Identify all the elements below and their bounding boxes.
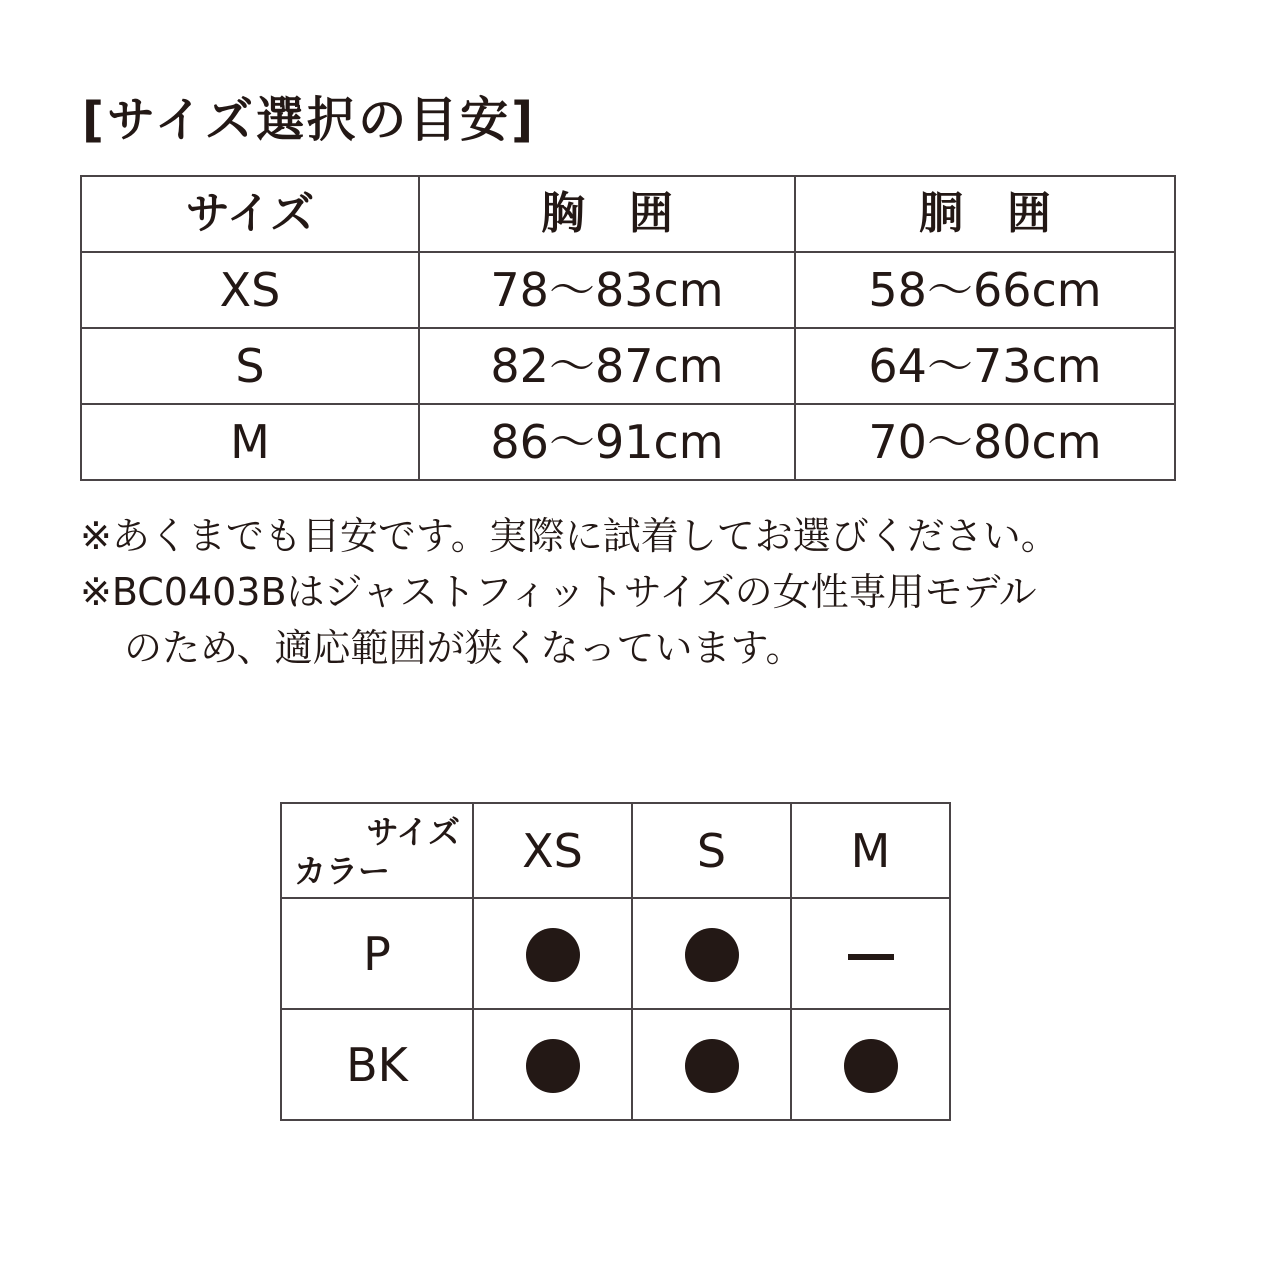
availability-cell xyxy=(791,898,950,1009)
waist-cell: 64〜73cm xyxy=(795,328,1175,404)
availability-table xyxy=(280,802,951,1121)
available-dot-icon xyxy=(685,1039,739,1093)
table-row xyxy=(81,252,1175,328)
waist-cell: 58〜66cm xyxy=(795,252,1175,328)
available-dot-icon xyxy=(685,928,739,982)
table-row xyxy=(281,898,950,1009)
waist-cell: 70〜80cm xyxy=(795,404,1175,480)
size-header-m: M xyxy=(791,803,950,898)
chest-cell: 82〜87cm xyxy=(419,328,795,404)
size-header-xs: XS xyxy=(473,803,632,898)
corner-cell xyxy=(281,803,473,898)
availability-cell xyxy=(632,1009,791,1120)
size-cell: XS xyxy=(81,252,419,328)
note-model-continued: のため、適応範囲が狭くなっています。 xyxy=(124,626,804,670)
corner-color-label: カラー xyxy=(294,852,391,890)
color-cell: P xyxy=(281,898,473,1009)
availability-cell xyxy=(473,898,632,1009)
header-chest: 胸囲 xyxy=(419,176,795,252)
availability-cell xyxy=(473,1009,632,1120)
availability-cell xyxy=(791,1009,950,1120)
chest-cell: 78〜83cm xyxy=(419,252,795,328)
unavailable-dash-icon xyxy=(848,954,894,960)
table-row xyxy=(81,328,1175,404)
availability-cell xyxy=(632,898,791,1009)
header-size: サイズ xyxy=(81,176,419,252)
size-header-s: S xyxy=(632,803,791,898)
note-guideline: ※あくまでも目安です。実際に試着してお選びください。 xyxy=(80,514,1059,558)
size-guide-table xyxy=(80,175,1176,481)
size-cell: S xyxy=(81,328,419,404)
table-row xyxy=(81,404,1175,480)
size-cell: M xyxy=(81,404,419,480)
available-dot-icon xyxy=(844,1039,898,1093)
availability-header-row xyxy=(281,803,950,898)
available-dot-icon xyxy=(526,1039,580,1093)
available-dot-icon xyxy=(526,928,580,982)
note-model: ※BC0403Bはジャストフィットサイズの女性専用モデル xyxy=(80,570,1037,614)
corner-size-label: サイズ xyxy=(366,813,460,851)
header-waist: 胴囲 xyxy=(795,176,1175,252)
table-row xyxy=(281,1009,950,1120)
size-table-header-row xyxy=(81,176,1175,252)
page-title: [サイズ選択の目安] xyxy=(82,92,537,148)
chest-cell: 86〜91cm xyxy=(419,404,795,480)
color-cell: BK xyxy=(281,1009,473,1120)
